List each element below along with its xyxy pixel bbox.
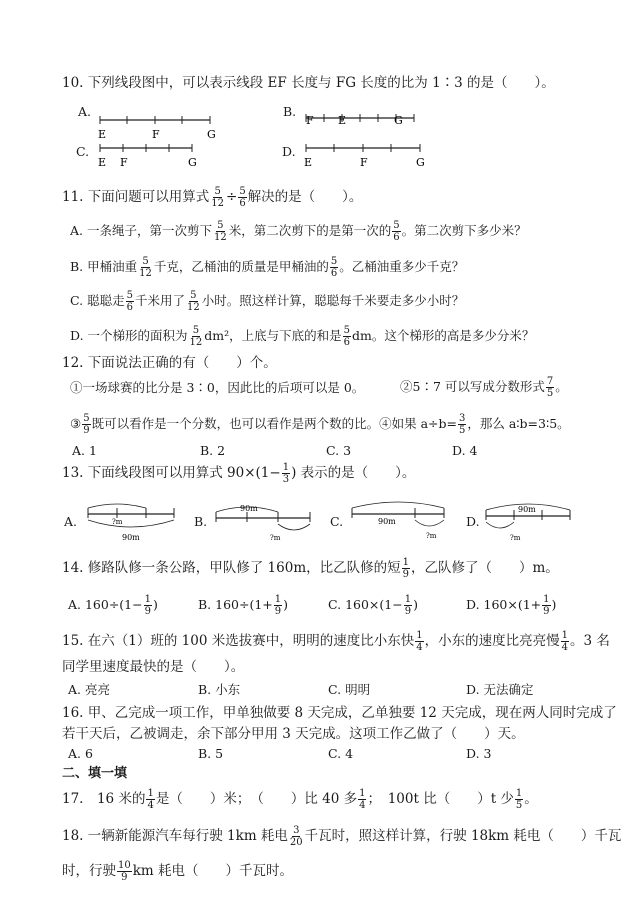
q10-option-a-label[interactable]: A. (78, 104, 92, 119)
q18-stem-line2: 时，行驶 $\frac{10}{9}$ km 耗电（ ）千瓦时。 (62, 860, 294, 883)
q13-option-a-label[interactable]: A. (64, 514, 78, 529)
q11-option-c[interactable]: C. 聪聪走 $\frac{5}{6}$ 千米用了 $\frac{5}{12}$ 小时。照这样计算，聪聪每千米要走多少小时？ (70, 290, 465, 313)
q11-stem: 11. 下面问题可以用算式 $\frac{5}{12}$ ÷ $\frac{5}{6}$ 解决的是（ ）。 (62, 186, 363, 209)
q15-option-a[interactable]: A. 亮亮 (68, 682, 110, 697)
q10-option-b-label[interactable]: B. (283, 104, 297, 119)
q10-stem: 10. 下列线段图中，可以表示线段 EF 长度与 FG 长度的比为 1∶3 的是（ ）。 (62, 75, 555, 91)
q11-option-d[interactable]: D. 一个梯形的面积为 $\frac{5}{12}$ dm²，上底与下底的和是 $\frac{5}{6}$ dm。这个梯形的高是多少分米？ (70, 325, 535, 348)
q14-stem: 14. 修路队修一条公路，甲队修了 160m，比乙队修的短 $\frac{1}{9}$ ，乙队修了（ ）m。 (62, 557, 559, 580)
svg-text:?m: ?m (510, 534, 521, 542)
q15-stem-line2: 同学里速度最快的是（ ）。 (62, 659, 245, 675)
q12-stem: 12. 下面说法正确的有（ ）个。 (62, 355, 277, 371)
q15-option-d[interactable]: D. 无法确定 (466, 682, 534, 697)
q10-b-point-g: G (394, 114, 403, 127)
q16-stem-line1: 16. 甲、乙完成一项工作，甲单独做要 8 天完成，乙单独要 12 天完成，现在两人同时完成了 (62, 705, 617, 721)
q15-option-b[interactable]: B. 小东 (198, 682, 241, 697)
svg-text:90m: 90m (240, 504, 258, 513)
svg-text:?m: ?m (270, 534, 281, 542)
q18-stem-line1: 18. 一辆新能源汽车每行驶 1km 耗电 $\frac{3}{20}$ 千瓦时，照这样计算，行驶 18km 耗电（ ）千瓦 (62, 825, 622, 848)
q16-option-c[interactable]: C. 4 (328, 746, 354, 761)
q15-option-c[interactable]: C. 明明 (328, 682, 371, 697)
svg-text:90m: 90m (518, 505, 536, 514)
q10-option-c-segment (96, 138, 206, 170)
q10-a-point-f: F (152, 128, 160, 141)
q14-option-c[interactable]: C. 160×(1− $\frac{1}{9}$ ) (328, 594, 418, 617)
q11-option-b[interactable]: B. 甲桶油重 $\frac{5}{12}$ 千克，乙桶油的质量是甲桶油的 $\frac{5}{6}$ 。乙桶油重多少千克？ (70, 256, 465, 279)
q10-b-point-f: F (306, 114, 314, 127)
q16-stem-line2: 若干天后，乙被调走，余下部分甲用 3 天完成。这项工作乙做了（ ）天。 (62, 726, 525, 742)
q10-option-c-label[interactable]: C. (76, 144, 90, 159)
q10-d-point-f: F (360, 156, 368, 169)
q12-option-b[interactable]: B. 2 (200, 443, 226, 458)
q10-b-point-e: E (338, 114, 347, 127)
svg-text:90m: 90m (378, 517, 396, 526)
q10-option-d-label[interactable]: D. (282, 144, 296, 159)
q12-option-d[interactable]: D. 4 (452, 443, 478, 458)
q10-c-point-e: E (98, 156, 107, 169)
q10-a-point-g: G (207, 128, 216, 141)
q12-option-a[interactable]: A. 1 (72, 443, 97, 458)
q12-statement-1: ①一场球赛的比分是 3∶0，因此比的后项可以是 0。 (70, 380, 365, 395)
q10-a-point-e: E (98, 128, 107, 141)
q13-option-c-label[interactable]: C. (330, 514, 344, 529)
q13-option-d-diagram (482, 496, 582, 544)
q10-option-d-segment (302, 138, 430, 170)
q11-option-a[interactable]: A. 一条绳子，第一次剪下 $\frac{5}{12}$ 米，第二次剪下的是第一次的 $\frac{5}{6}$ 。第二次剪下多少米？ (70, 220, 527, 243)
svg-text:?m: ?m (426, 532, 437, 540)
q13-stem: 13. 下面线段图可以用算式 90×(1− $\frac{1}{3}$ ) 表示的是（ ）。 (62, 462, 416, 485)
q16-option-a[interactable]: A. 6 (68, 746, 93, 761)
q16-option-b[interactable]: B. 5 (198, 746, 224, 761)
section-heading-fill-in: 二、填一填 (62, 766, 128, 781)
q10-c-point-g: G (188, 156, 197, 169)
q13-option-a-diagram (84, 496, 184, 544)
q15-stem-line1: 15. 在六（1）班的 100 米选拔赛中，明明的速度比小东快 $\frac{1}{4}$ ，小东的速度比亮亮慢 $\frac{1}{4}$ 。3 名 (62, 630, 610, 653)
q12-statement-2: ②5∶7 可以写成分数形式 $\frac{7}{5}$ 。 (400, 376, 568, 399)
q10-option-b-segment (302, 108, 422, 140)
q14-option-a[interactable]: A. 160÷(1− $\frac{1}{9}$ ) (68, 594, 158, 617)
q12-statement-3-4: ③ $\frac{5}{9}$ 既可以看作是一个分数，也可以看作是两个数的比。④如果 a÷b= $\frac{3}{5}$ ，那么 a∶b=3∶5。 (70, 413, 570, 436)
q17-stem: 17. 16 米的 $\frac{1}{4}$ 是（ ）米； （ ）比 40 多 $\frac{1}{4}$ ； 100t 比（ ）t 少 $\frac{1}{5}$ 。 (62, 788, 538, 811)
q13-option-d-label[interactable]: D. (466, 514, 480, 529)
q14-option-b[interactable]: B. 160÷(1+ $\frac{1}{9}$ ) (198, 594, 289, 617)
q14-option-d[interactable]: D. 160×(1+ $\frac{1}{9}$ ) (466, 594, 557, 617)
q13-option-b-diagram (212, 496, 322, 544)
q12-option-c[interactable]: C. 3 (326, 443, 352, 458)
q10-c-point-f: F (120, 156, 128, 169)
q16-option-d[interactable]: D. 3 (466, 746, 492, 761)
svg-text:?m: ?m (112, 518, 123, 526)
q10-d-point-e: E (304, 156, 313, 169)
svg-text:90m: 90m (122, 533, 140, 542)
q13-option-c-diagram (348, 496, 458, 544)
q10-d-point-g: G (416, 156, 425, 169)
q13-option-b-label[interactable]: B. (194, 514, 208, 529)
